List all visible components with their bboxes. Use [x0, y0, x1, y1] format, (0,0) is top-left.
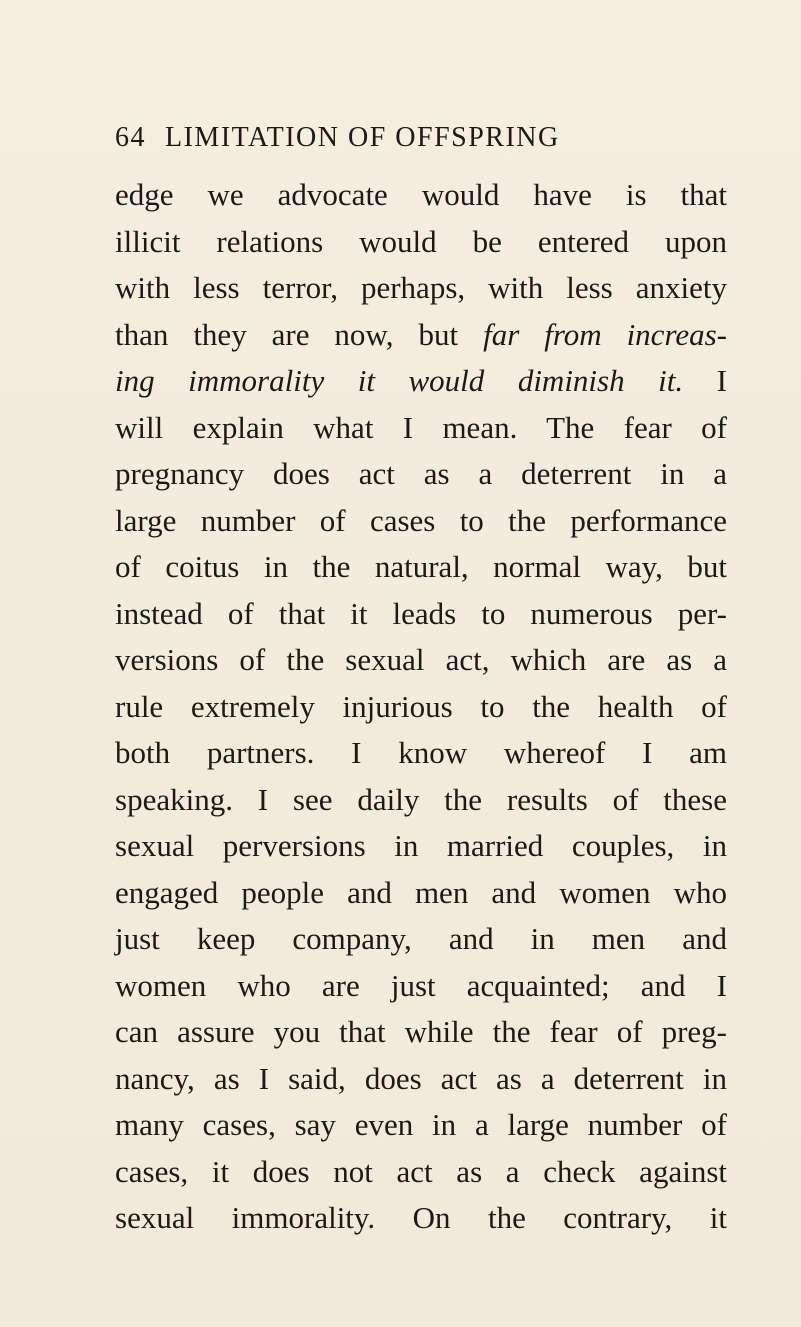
- page-number: 64: [115, 122, 146, 153]
- text-line: will explain what I mean. The fear of: [115, 409, 727, 445]
- text-line: [115, 312, 727, 359]
- text-line: instead of that it leads to numerous per-: [115, 595, 727, 631]
- header-title: LIMITATION OF OFFSPRING: [165, 122, 560, 153]
- italic-text: far from increas-: [483, 316, 727, 352]
- text-line: speaking. I see daily the results of these: [115, 781, 727, 817]
- text-line: engaged people and men and women who: [115, 874, 727, 910]
- text-line: large number of cases to the performance: [115, 502, 727, 538]
- body-text: [115, 172, 727, 1242]
- text-line: women who are just acquainted; and I: [115, 967, 727, 1003]
- text-line: both partners. I know whereof I am: [115, 735, 727, 770]
- text-line: can assure you that while the fear of preg-: [115, 1014, 727, 1049]
- running-head: [115, 122, 715, 162]
- text-line: just keep company, and in men and: [115, 921, 727, 956]
- text-line: edge we advocate would have is that: [115, 177, 727, 212]
- italic-text: ing immorality it would diminish it.: [115, 363, 684, 398]
- text-line: sexual immorality. On the contrary, it: [115, 1200, 727, 1235]
- text-segment: I: [683, 363, 727, 398]
- text-segment: than they are now, but: [115, 316, 484, 352]
- text-line: versions of the sexual act, which are as a: [115, 642, 727, 677]
- text-line: of coitus in the natural, normal way, but: [115, 549, 727, 584]
- text-line: many cases, say even in a large number of: [115, 1107, 727, 1142]
- text-line: pregnancy does act as a deterrent in a: [115, 456, 727, 491]
- text-line: illicit relations would be entered upon: [115, 223, 727, 259]
- text-line: rule extremely injurious to the health of: [115, 688, 727, 724]
- text-line: with less terror, perhaps, with less anxiety: [115, 270, 727, 305]
- text-line: nancy, as I said, does act as a deterrent in: [115, 1060, 727, 1096]
- text-line: sexual perversions in married couples, in: [115, 828, 727, 863]
- text-line: cases, it does not act as a check against: [115, 1153, 727, 1189]
- text-line: [115, 358, 727, 405]
